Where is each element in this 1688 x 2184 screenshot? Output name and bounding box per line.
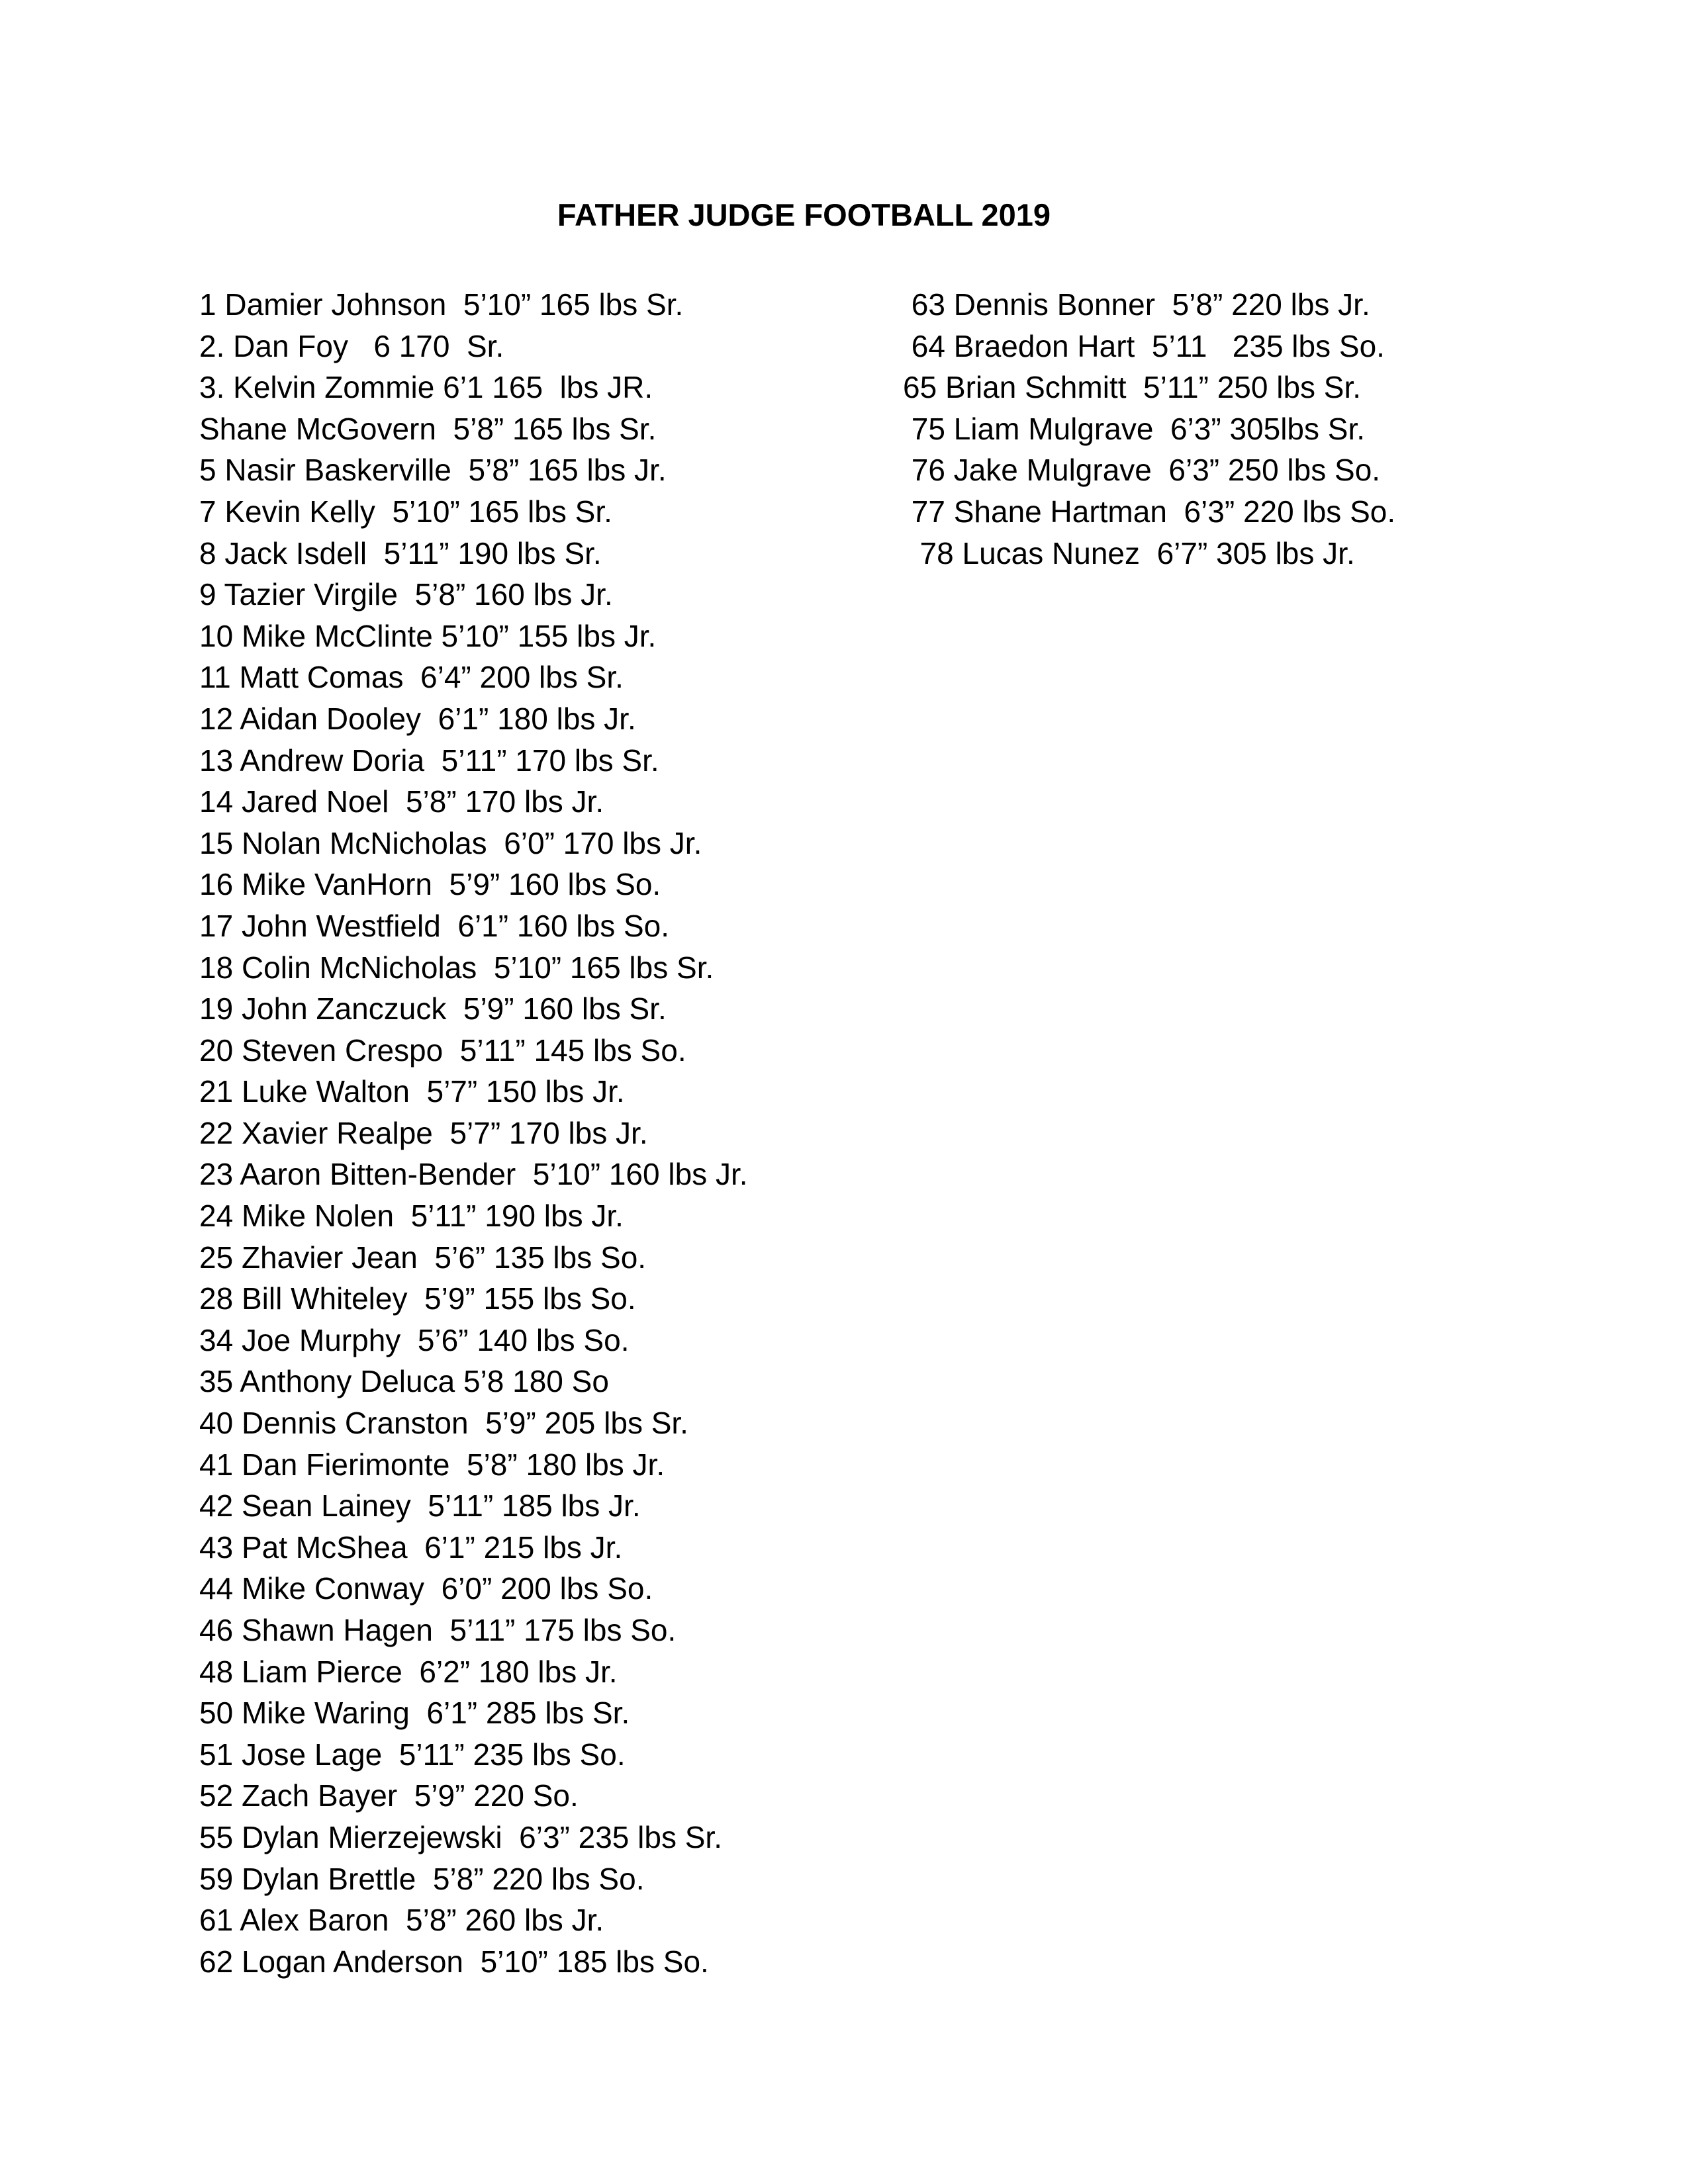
roster-line: 52 Zach Bayer 5’9” 220 So. xyxy=(199,1778,579,1813)
roster-line: 34 Joe Murphy 5’6” 140 lbs So. xyxy=(199,1322,630,1357)
roster-line: Shane McGovern 5’8” 165 lbs Sr. xyxy=(199,411,657,446)
roster-column-right xyxy=(903,284,1395,574)
roster-line: 15 Nolan McNicholas 6’0” 170 lbs Jr. xyxy=(199,825,702,860)
roster-line: 28 Bill Whiteley 5’9” 155 lbs So. xyxy=(199,1281,636,1316)
roster-line: 50 Mike Waring 6’1” 285 lbs Sr. xyxy=(199,1696,630,1731)
roster-line: 64 Braedon Hart 5’11 235 lbs So. xyxy=(903,328,1385,363)
roster-line: 43 Pat McShea 6’1” 215 lbs Jr. xyxy=(199,1529,623,1565)
roster-line: 18 Colin McNicholas 5’10” 165 lbs Sr. xyxy=(199,950,714,985)
roster-line: 62 Logan Anderson 5’10” 185 lbs So. xyxy=(199,1944,709,1979)
roster-line: 23 Aaron Bitten-Bender 5’10” 160 lbs Jr. xyxy=(199,1157,748,1192)
roster-line: 65 Brian Schmitt 5’11” 250 lbs Sr. xyxy=(903,370,1362,405)
roster-line: 61 Alex Baron 5’8” 260 lbs Jr. xyxy=(199,1903,604,1938)
roster-line: 12 Aidan Dooley 6’1” 180 lbs Jr. xyxy=(199,701,636,736)
roster-line: 63 Dennis Bonner 5’8” 220 lbs Jr. xyxy=(903,287,1370,322)
roster-line: 3. Kelvin Zommie 6’1 165 lbs JR. xyxy=(199,370,653,405)
roster-line: 24 Mike Nolen 5’11” 190 lbs Jr. xyxy=(199,1199,624,1234)
roster-line: 44 Mike Conway 6’0” 200 lbs So. xyxy=(199,1571,653,1606)
roster-line: 14 Jared Noel 5’8” 170 lbs Jr. xyxy=(199,784,604,819)
roster-line: 8 Jack Isdell 5’11” 190 lbs Sr. xyxy=(199,535,602,570)
roster-line: 25 Zhavier Jean 5’6” 135 lbs So. xyxy=(199,1240,647,1275)
roster-line: 59 Dylan Brettle 5’8” 220 lbs So. xyxy=(199,1861,645,1896)
roster-line: 77 Shane Hartman 6’3” 220 lbs So. xyxy=(903,494,1396,529)
roster-line: 55 Dylan Mierzejewski 6’3” 235 lbs Sr. xyxy=(199,1819,722,1854)
roster-line: 41 Dan Fierimonte 5’8” 180 lbs Jr. xyxy=(199,1447,665,1482)
roster-line: 42 Sean Lainey 5’11” 185 lbs Jr. xyxy=(199,1488,641,1524)
roster-line: 9 Tazier Virgile 5’8” 160 lbs Jr. xyxy=(199,577,613,612)
roster-line: 46 Shawn Hagen 5’11” 175 lbs So. xyxy=(199,1613,677,1647)
roster-line: 20 Steven Crespo 5’11” 145 lbs So. xyxy=(199,1032,686,1068)
roster-line: 2. Dan Foy 6 170 Sr. xyxy=(199,328,504,363)
roster-line: 51 Jose Lage 5’11” 235 lbs So. xyxy=(199,1737,626,1772)
roster-line: 19 John Zanczuck 5’9” 160 lbs Sr. xyxy=(199,991,667,1026)
roster-column-left xyxy=(199,284,748,1982)
roster-line: 21 Luke Walton 5’7” 150 lbs Jr. xyxy=(199,1074,625,1109)
roster-line: 13 Andrew Doria 5’11” 170 lbs Sr. xyxy=(199,743,659,778)
document-title: FATHER JUDGE FOOTBALL 2019 xyxy=(557,197,1051,232)
roster-line: 1 Damier Johnson 5’10” 165 lbs Sr. xyxy=(199,287,684,322)
roster-line: 5 Nasir Baskerville 5’8” 165 lbs Jr. xyxy=(199,453,667,488)
roster-line: 78 Lucas Nunez 6’7” 305 lbs Jr. xyxy=(903,535,1355,570)
roster-line: 11 Matt Comas 6’4” 200 lbs Sr. xyxy=(199,660,624,695)
roster-line: 48 Liam Pierce 6’2” 180 lbs Jr. xyxy=(199,1654,618,1689)
roster-line: 40 Dennis Cranston 5’9” 205 lbs Sr. xyxy=(199,1406,688,1441)
roster-line: 17 John Westfield 6’1” 160 lbs So. xyxy=(199,908,670,943)
roster-line: 35 Anthony Deluca 5’8 180 So xyxy=(199,1364,609,1399)
roster-line: 75 Liam Mulgrave 6’3” 305lbs Sr. xyxy=(903,411,1366,446)
roster-line: 10 Mike McClinte 5’10” 155 lbs Jr. xyxy=(199,618,657,653)
roster-line: 16 Mike VanHorn 5’9” 160 lbs So. xyxy=(199,867,661,902)
roster-line: 22 Xavier Realpe 5’7” 170 lbs Jr. xyxy=(199,1115,648,1150)
roster-line: 76 Jake Mulgrave 6’3” 250 lbs So. xyxy=(903,453,1381,488)
roster-line: 7 Kevin Kelly 5’10” 165 lbs Sr. xyxy=(199,494,612,529)
